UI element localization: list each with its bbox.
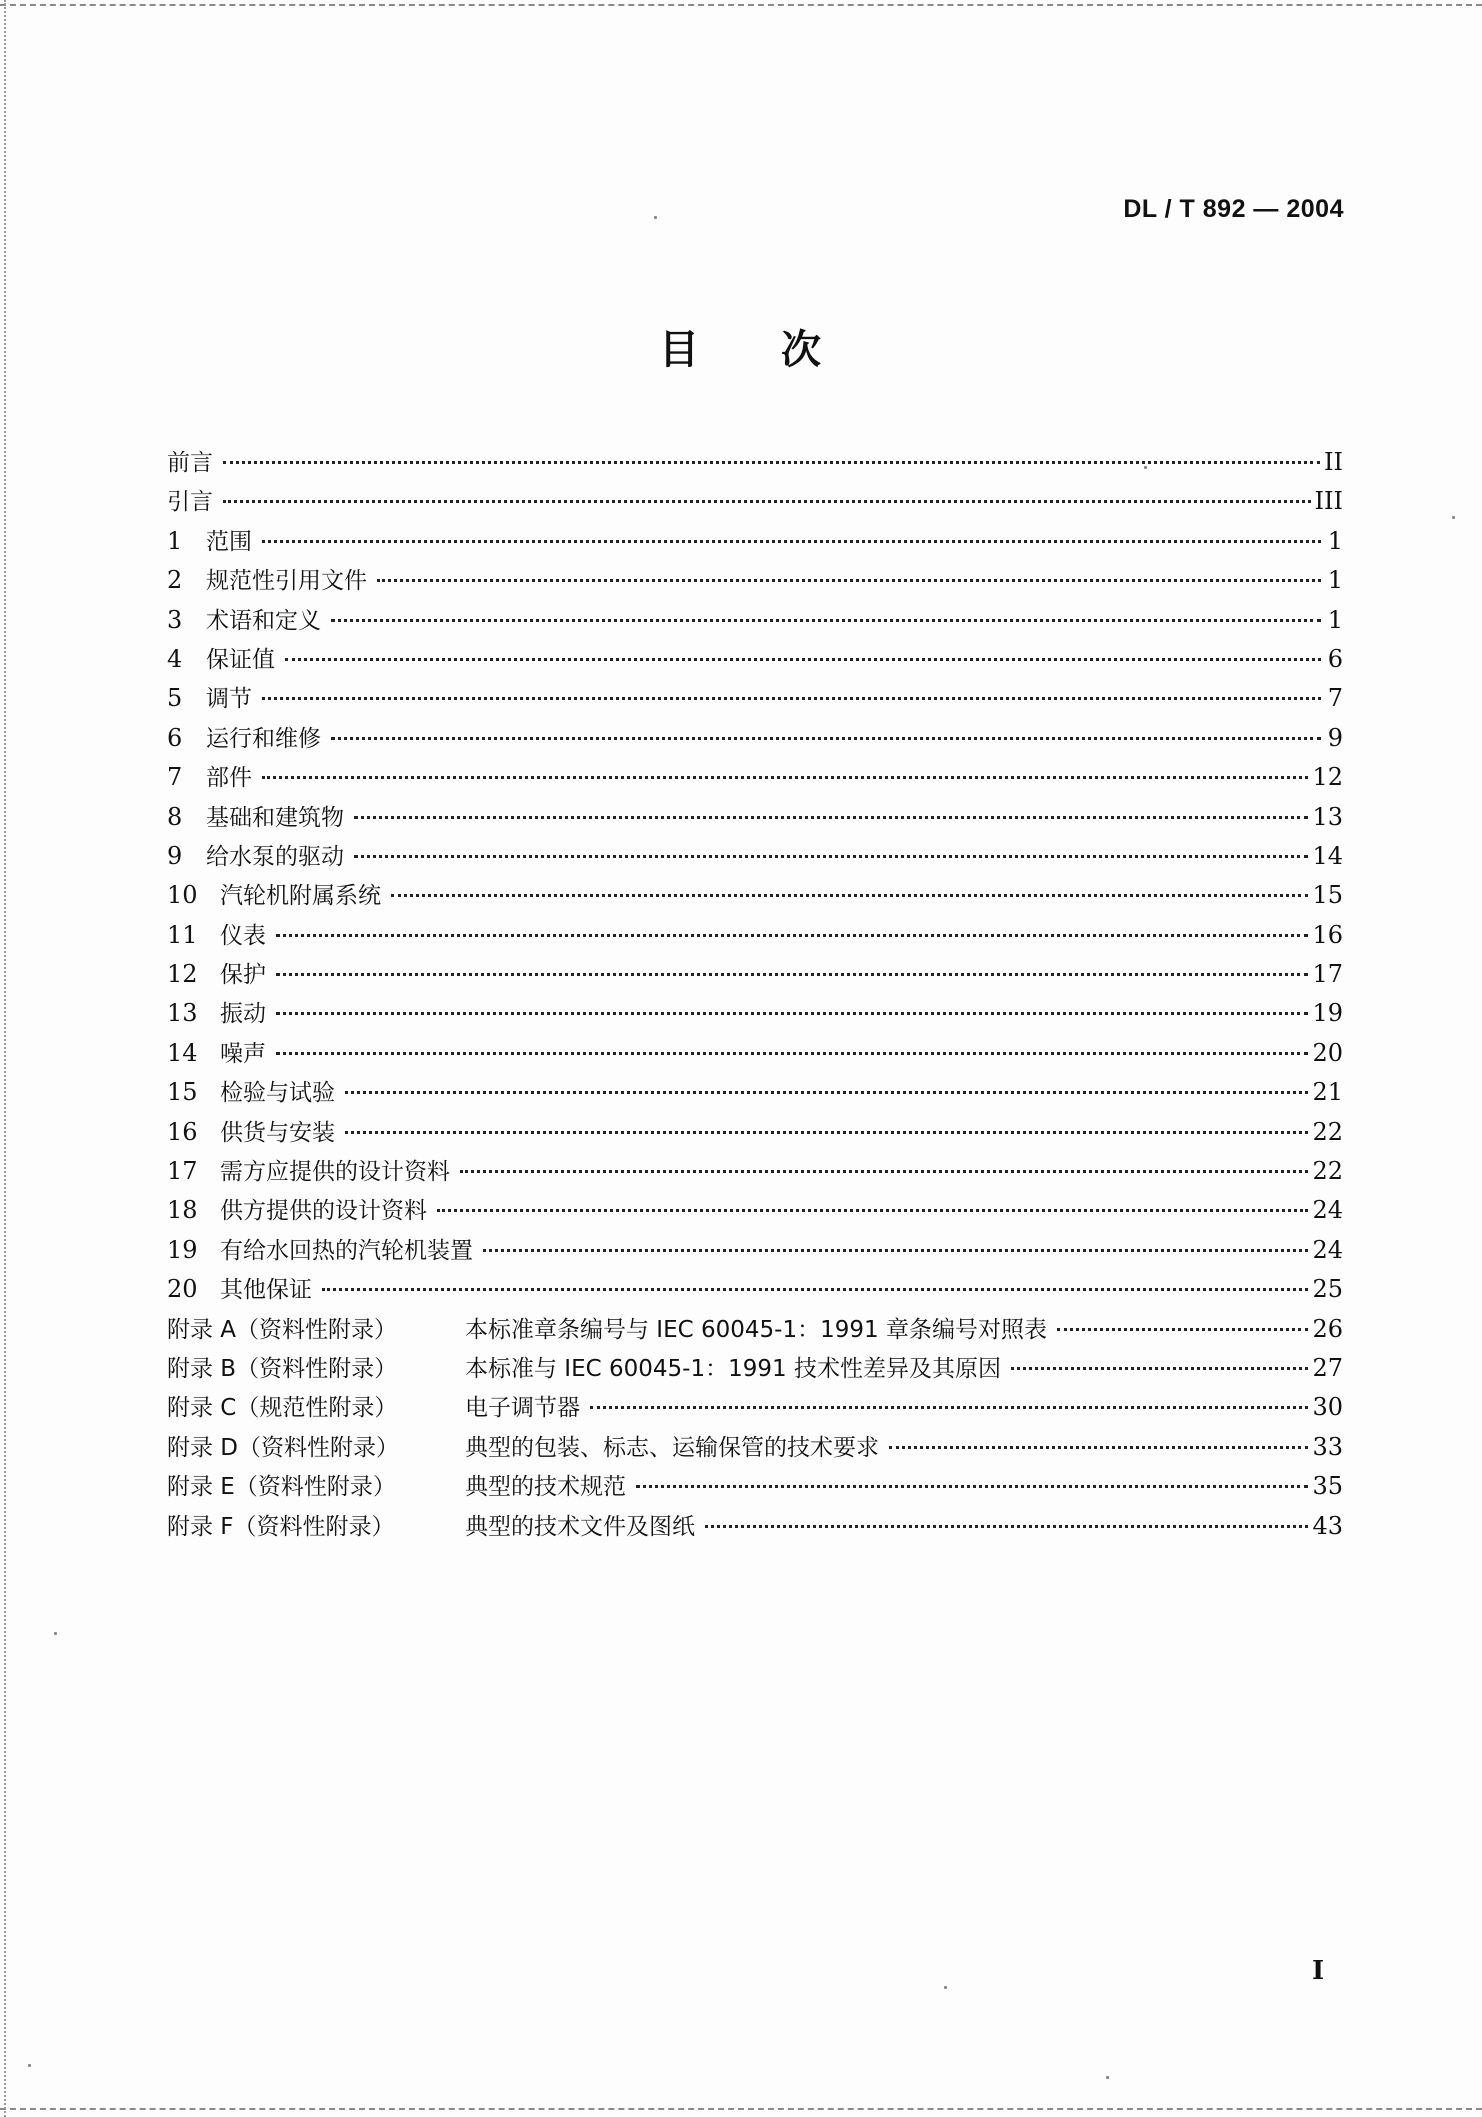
toc-entry-number: 附录 B（资料性附录） <box>167 1355 398 1382</box>
toc-entry <box>167 1231 1343 1270</box>
table-of-contents <box>167 443 1343 1546</box>
toc-dot-leader <box>354 816 1308 819</box>
scan-speck <box>1144 466 1147 469</box>
toc-entry-page: 1 <box>1327 526 1343 555</box>
toc-entry <box>167 679 1343 718</box>
toc-entry-page: 17 <box>1312 960 1343 989</box>
toc-entry-title: 范围 <box>206 528 252 555</box>
toc-entry-title: 引言 <box>167 489 213 516</box>
toc-dot-leader <box>590 1406 1308 1409</box>
toc-entry-page: 22 <box>1312 1117 1343 1146</box>
toc-entry-page: II <box>1324 448 1343 476</box>
toc-dot-leader <box>331 737 1321 740</box>
toc-entry <box>167 443 1343 482</box>
toc-entry <box>167 1310 1343 1349</box>
toc-dot-leader <box>276 1052 1308 1055</box>
toc-entry-number: 16 <box>167 1117 198 1146</box>
toc-entry-page: 12 <box>1312 763 1343 792</box>
toc-entry <box>167 758 1343 797</box>
toc-entry <box>167 1034 1343 1073</box>
toc-entry-number: 20 <box>167 1275 198 1304</box>
toc-entry-number: 附录 C（规范性附录） <box>167 1395 398 1422</box>
toc-entry-page: III <box>1314 487 1343 516</box>
toc-dot-leader <box>276 973 1308 976</box>
toc-entry-page: 1 <box>1327 605 1343 634</box>
toc-entry-page: 24 <box>1312 1196 1343 1225</box>
toc-entry-title: 典型的技术文件及图纸 <box>465 1513 695 1540</box>
toc-entry-title: 保证值 <box>206 646 275 673</box>
scan-border-top <box>0 4 1482 6</box>
toc-dot-leader <box>377 579 1321 582</box>
toc-entry-title: 噪声 <box>220 1040 266 1067</box>
toc-entry <box>167 561 1343 600</box>
toc-entry-page: 6 <box>1327 644 1343 673</box>
toc-entry-number: 15 <box>167 1078 198 1107</box>
toc-entry <box>167 1507 1343 1546</box>
toc-entry <box>167 522 1343 561</box>
toc-entry-page: 16 <box>1312 920 1343 949</box>
toc-entry-title: 典型的包装、标志、运输保管的技术要求 <box>465 1434 879 1461</box>
toc-entry <box>167 601 1343 640</box>
toc-dot-leader <box>285 658 1321 661</box>
toc-entry-title: 本标准与 IEC 60045-1：1991 技术性差异及其原因 <box>465 1355 1001 1382</box>
toc-dot-leader <box>322 1288 1308 1291</box>
toc-entry-page: 21 <box>1312 1078 1343 1107</box>
toc-entry-page: 26 <box>1312 1314 1343 1343</box>
toc-entry-page: 24 <box>1312 1235 1343 1264</box>
toc-entry-number: 附录 A（资料性附录） <box>167 1316 398 1343</box>
toc-entry-number: 5 <box>167 684 183 713</box>
toc-entry-number: 1 <box>167 526 183 555</box>
toc-entry <box>167 1467 1343 1506</box>
toc-entry-title: 仪表 <box>220 922 266 949</box>
toc-entry <box>167 955 1343 994</box>
toc-entry-title: 前言 <box>167 450 213 476</box>
toc-entry-title: 典型的技术规范 <box>465 1474 626 1501</box>
toc-entry-title: 电子调节器 <box>465 1395 580 1422</box>
toc-entry <box>167 482 1343 521</box>
toc-entry-number: 19 <box>167 1235 198 1264</box>
toc-entry-title: 供方提供的设计资料 <box>220 1198 427 1225</box>
toc-entry-page: 43 <box>1312 1511 1343 1540</box>
toc-dot-leader <box>262 540 1321 543</box>
toc-entry-number: 8 <box>167 802 183 831</box>
toc-entry-number: 附录 E（资料性附录） <box>167 1474 396 1501</box>
toc-entry-page: 1 <box>1327 566 1343 595</box>
toc-entry-title: 调节 <box>206 686 252 713</box>
toc-entry <box>167 798 1343 837</box>
toc-entry-title: 需方应提供的设计资料 <box>220 1159 450 1186</box>
toc-entry-number: 附录 D（资料性附录） <box>167 1434 400 1461</box>
toc-entry-title: 本标准章条编号与 IEC 60045-1：1991 章条编号对照表 <box>465 1316 1047 1343</box>
toc-dot-leader <box>636 1485 1308 1488</box>
toc-entry-number: 9 <box>167 841 183 870</box>
toc-entry-page: 22 <box>1312 1157 1343 1186</box>
toc-dot-leader <box>331 619 1321 622</box>
toc-entry-page: 7 <box>1327 684 1343 713</box>
toc-entry <box>167 1388 1343 1427</box>
toc-entry-title: 振动 <box>220 1001 266 1028</box>
toc-dot-leader <box>345 1091 1308 1094</box>
toc-entry-page: 35 <box>1312 1472 1343 1501</box>
toc-dot-leader <box>354 855 1308 858</box>
toc-dot-leader <box>391 894 1308 897</box>
scan-speck <box>28 2064 31 2067</box>
scan-speck <box>654 216 657 219</box>
toc-entry-page: 33 <box>1312 1432 1343 1461</box>
toc-title-char-1: 目 <box>659 327 701 373</box>
toc-title <box>0 318 1482 375</box>
toc-entry-number: 13 <box>167 999 198 1028</box>
toc-entry-page: 19 <box>1312 999 1343 1028</box>
toc-entry-number: 14 <box>167 1038 198 1067</box>
toc-entry-page: 14 <box>1312 841 1343 870</box>
toc-entry <box>167 1270 1343 1309</box>
toc-dot-leader <box>276 934 1308 937</box>
toc-dot-leader <box>345 1131 1308 1134</box>
toc-entry-number: 18 <box>167 1196 198 1225</box>
toc-entry-number: 4 <box>167 644 183 673</box>
toc-dot-leader <box>223 461 1320 464</box>
toc-dot-leader <box>262 776 1308 779</box>
toc-entry <box>167 837 1343 876</box>
toc-entry-page: 27 <box>1312 1353 1343 1382</box>
toc-entry <box>167 876 1343 915</box>
scan-speck <box>54 1632 57 1635</box>
toc-entry-number: 7 <box>167 763 183 792</box>
toc-entry-page: 20 <box>1312 1038 1343 1067</box>
toc-dot-leader <box>437 1209 1308 1212</box>
toc-entry-page: 9 <box>1327 723 1343 752</box>
toc-dot-leader <box>1057 1328 1309 1331</box>
toc-entry-title: 给水泵的驱动 <box>206 843 344 870</box>
toc-entry-number: 6 <box>167 723 183 752</box>
toc-entry <box>167 1113 1343 1152</box>
toc-dot-leader <box>889 1446 1308 1449</box>
scan-speck <box>1452 516 1455 519</box>
toc-entry-title: 基础和建筑物 <box>206 804 344 831</box>
toc-entry-title: 术语和定义 <box>206 607 321 634</box>
toc-dot-leader <box>262 697 1321 700</box>
toc-entry-number: 11 <box>167 920 198 949</box>
toc-dot-leader <box>1011 1367 1309 1370</box>
scan-speck <box>944 1986 947 1989</box>
toc-title-char-2: 次 <box>781 327 823 373</box>
document-code: DL / T 892 — 2004 <box>1123 195 1344 223</box>
toc-entry <box>167 719 1343 758</box>
page-number: I <box>1312 1956 1325 1986</box>
toc-entry <box>167 1191 1343 1230</box>
toc-dot-leader <box>223 500 1311 503</box>
toc-dot-leader <box>705 1525 1308 1528</box>
toc-entry <box>167 994 1343 1033</box>
toc-entry-title: 汽轮机附属系统 <box>220 883 381 910</box>
toc-dot-leader <box>460 1170 1308 1173</box>
toc-entry-page: 25 <box>1312 1275 1343 1304</box>
toc-entry-title: 供货与安装 <box>220 1119 335 1146</box>
toc-entry-number: 10 <box>167 881 198 910</box>
toc-entry-number: 附录 F（资料性附录） <box>167 1513 395 1540</box>
toc-entry-title: 运行和维修 <box>206 725 321 752</box>
toc-entry-title: 规范性引用文件 <box>206 568 367 595</box>
toc-entry-page: 30 <box>1312 1393 1343 1422</box>
toc-entry-number: 3 <box>167 605 183 634</box>
toc-dot-leader <box>276 1012 1308 1015</box>
toc-entry-number: 17 <box>167 1157 198 1186</box>
toc-entry-number: 2 <box>167 566 183 595</box>
toc-entry-title: 部件 <box>206 765 252 792</box>
toc-entry-title: 保护 <box>220 962 266 989</box>
toc-entry <box>167 916 1343 955</box>
toc-entry-title: 有给水回热的汽轮机装置 <box>220 1237 473 1264</box>
scan-speck <box>1106 2076 1109 2079</box>
toc-dot-leader <box>483 1249 1308 1252</box>
toc-entry <box>167 1428 1343 1467</box>
toc-entry <box>167 1073 1343 1112</box>
toc-entry <box>167 640 1343 679</box>
toc-entry-number: 12 <box>167 960 198 989</box>
scan-border-bottom <box>0 2108 1482 2110</box>
toc-entry <box>167 1349 1343 1388</box>
toc-entry-title: 检验与试验 <box>220 1080 335 1107</box>
toc-entry-page: 15 <box>1312 881 1343 910</box>
toc-entry <box>167 1152 1343 1191</box>
toc-entry-title: 其他保证 <box>220 1277 312 1304</box>
toc-entry-page: 13 <box>1312 802 1343 831</box>
